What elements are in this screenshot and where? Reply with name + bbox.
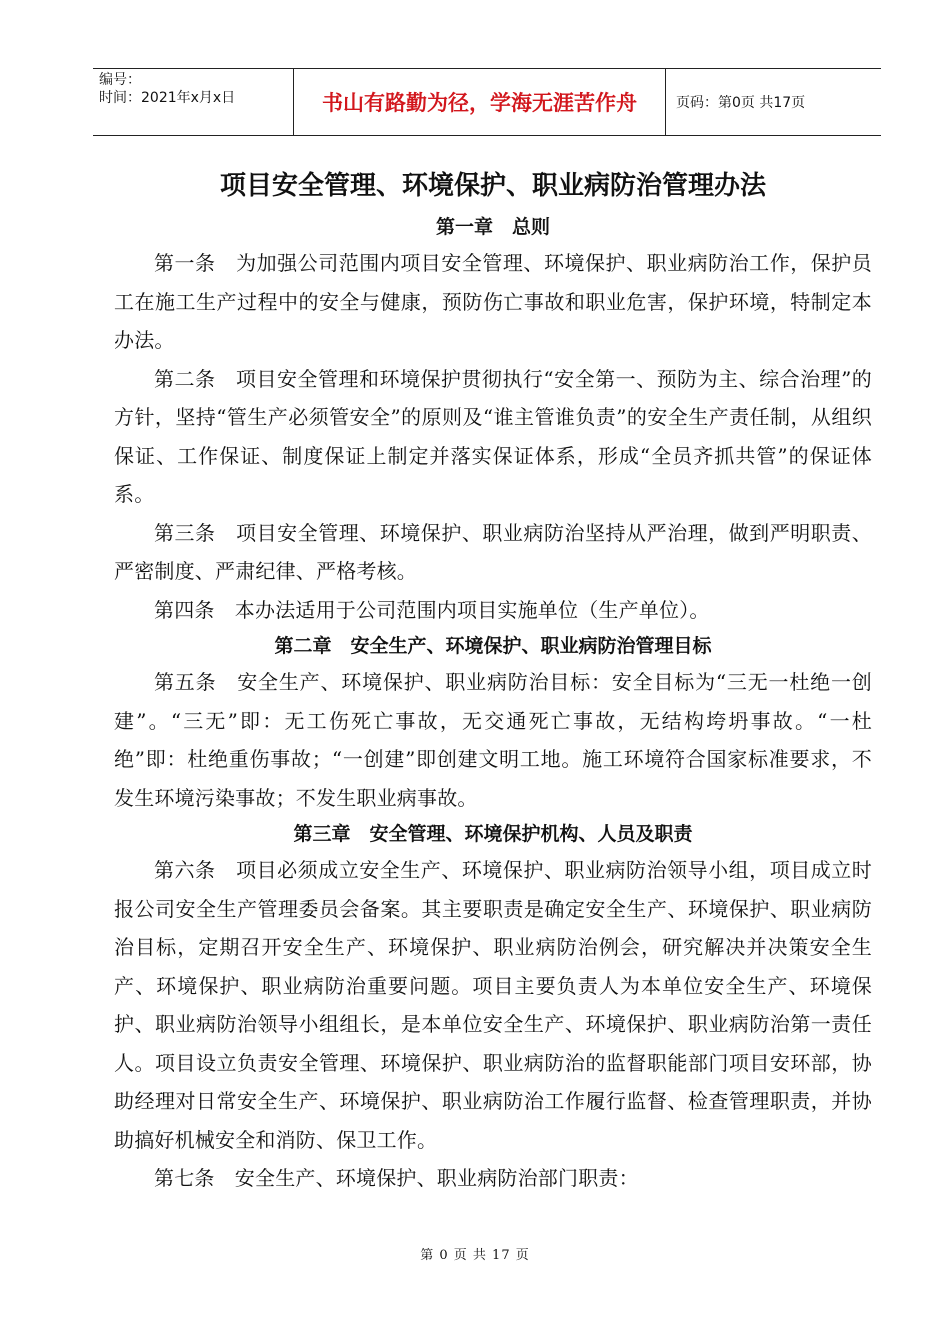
header-meta-cell [93, 69, 294, 135]
chapter-heading-2: 第二章 安全生产、环境保护、职业病防治管理目标 [274, 635, 712, 657]
article-3: 第三条 项目安全管理、环境保护、职业病防治坚持从严治理，做到严明职责、严密制度、严肃纪律、严格考核。 [114, 520, 872, 583]
doc-time-label: 时间：2021年x月x日 [99, 90, 236, 106]
header-table [93, 68, 881, 136]
header-motto: 书山有路勤为径，学海无涯苦作舟 [294, 69, 666, 135]
page-footer: 第 0 页 共 17 页 [420, 1248, 530, 1263]
article-7: 第七条 安全生产、环境保护、职业病防治部门职责： [154, 1166, 639, 1190]
chapter-heading-1: 第一章 总则 [435, 216, 550, 238]
document-title: 项目安全管理、环境保护、职业病防治管理办法 [219, 171, 766, 201]
chapter-heading-3: 第三章 安全管理、环境保护机构、人员及职责 [293, 823, 693, 845]
article-4: 第四条 本办法适用于公司范围内项目实施单位（生产单位）。 [154, 597, 710, 622]
header-page-label: 页码：第0页 共17页 [676, 95, 806, 111]
document-body [114, 166, 872, 1198]
article-1: 第一条 为加强公司范围内项目安全管理、环境保护、职业病防治工作，保护员工在施工生产过程中的安全与健康，预防伤亡事故和职业危害，保护环境，特制定本办法。 [114, 251, 872, 352]
article-5: 第五条 安全生产、环境保护、职业病防治目标：安全目标为“三无一杜绝一创建”。“三无”即：无工伤死亡事故，无交通死亡事故，无结构垮坍事故。“一杜绝”即：杜绝重伤事故；“一创建”即创建文明工地。施工环境符合国家标准要求，不发生环境污染事故；不发生职业病事故。 [114, 670, 872, 810]
doc-number-label: 编号： [99, 72, 141, 88]
article-2: 第二条 项目安全管理和环境保护贯彻执行“安全第一、预防为主、综合治理”的方针，坚持“管生产必须管安全”的原则及“谁主管谁负责”的安全生产责任制，从组织保证、工作保证、制度保证上制定并落实保证体系，形成“全员齐抓共管”的保证体系。 [114, 366, 872, 506]
article-6: 第六条 项目必须成立安全生产、环境保护、职业病防治领导小组，项目成立时报公司安全生产管理委员会备案。其主要职责是确定安全生产、环境保护、职业病防治目标，定期召开安全生产、环境保护、职业病防治例会，研究解决并决策安全生产、环境保护、职业病防治重要问题。项目主要负责人为本单位安全生产、环境保护、职业病防治领导小组组长，是本单位安全生产、环境保护、职业病防治第一责任人。项目设立负责安全管理、环境保护、职业病防治的监督职能部门项目安环部，协助经理对日常安全生产、环境保护、职业病防治工作履行监督、检查管理职责，并协助搞好机械安全和消防、保卫工作。 [114, 858, 872, 1152]
